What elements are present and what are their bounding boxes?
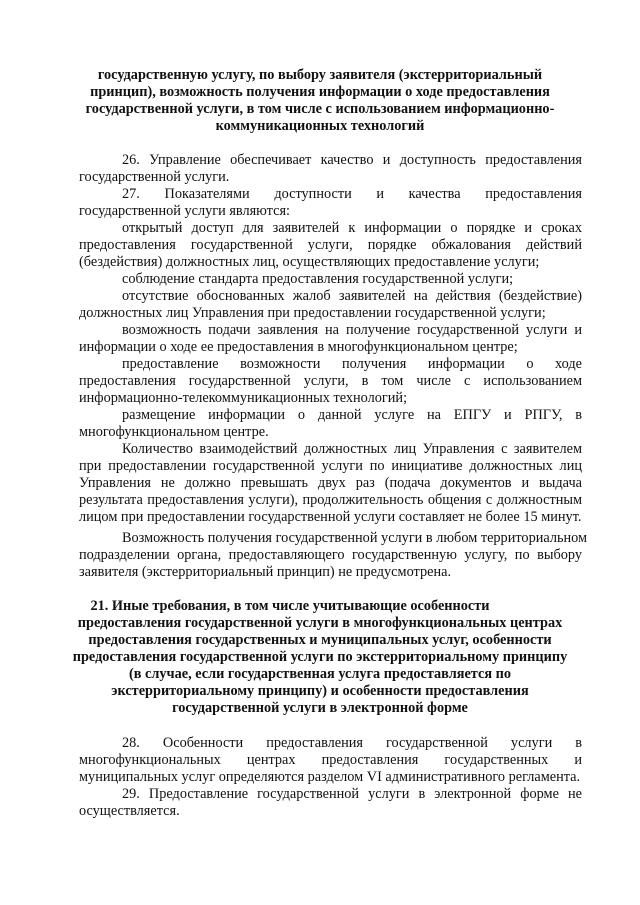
paragraph-line: при предоставлении государственной услуги по инициативе должностных лиц <box>79 458 582 474</box>
paragraph-line: Количество взаимодействий должностных лиц Управления с заявителем <box>122 441 582 457</box>
list-item-line: соблюдение стандарта предоставления государственной услуги; <box>122 271 514 287</box>
list-item-line: информации о ходе ее предоставления в многофункциональном центре; <box>79 339 518 355</box>
paragraph-line: лицом при предоставлении государственной услуги составляет не более 15 минут. <box>79 509 582 525</box>
list-item-line: многофункциональном центре. <box>79 424 269 440</box>
list-item-line: размещение информации о данной услуге на ЕПГУ и РПГУ, в <box>122 407 582 423</box>
paragraph-line: Возможность получения государственной услуги в любом территориальном <box>122 530 588 546</box>
paragraph-26-line: государственной услуги. <box>79 169 230 185</box>
list-item-line: предоставления государственной услуги, в том числе с использованием <box>79 373 582 389</box>
paragraph-28-line: муниципальных услуг определяются разделом VI административного регламента. <box>79 769 581 785</box>
paragraph-29-line: осуществляется. <box>79 803 180 819</box>
section-21-heading-line: предоставления государственной услуги в многофункциональных центрах <box>77 615 563 631</box>
section-21-heading-line: (в случае, если государственная услуга предоставляется по <box>128 666 512 682</box>
heading-top-line: государственной услуги, в том числе с использованием информационно- <box>85 101 555 117</box>
paragraph-line: результата предоставления услуги), продолжительность общения с должностным <box>79 492 582 508</box>
paragraph-26-line: 26. Управление обеспечивает качество и доступность предоставления <box>122 152 582 168</box>
section-21-heading-line: предоставления государственных и муниципальных услуг, особенности <box>88 632 552 648</box>
list-item-line: открытый доступ для заявителей к информации о порядке и сроках <box>122 220 582 236</box>
list-item-line: информационно-телекоммуникационных технологий; <box>79 390 408 406</box>
heading-top-line: коммуникационных технологий <box>215 118 425 134</box>
paragraph-29-line: 29. Предоставление государственной услуги в электронной форме не <box>122 786 582 802</box>
paragraph-27-line: государственной услуги являются: <box>79 203 290 219</box>
paragraph-28-line: 28. Особенности предоставления государственной услуги в <box>122 735 582 751</box>
paragraph-line: заявителя (экстерриториальный принцип) не предусмотрена. <box>79 564 452 580</box>
list-item-line: возможность подачи заявления на получение государственной услуги и <box>122 322 582 338</box>
paragraph-line: Управления не должно превышать двух раз (подача документов и выдача <box>79 475 582 491</box>
list-item-line: предоставление возможности получения информации о ходе <box>122 356 582 372</box>
section-21-heading-line: 21. Иные требования, в том числе учитывающие особенности <box>90 598 490 614</box>
paragraph-27-line: 27. Показателями доступности и качества предоставления <box>122 186 582 202</box>
list-item-line: (бездействия) должностных лиц, осуществляющих предоставление услуги; <box>79 254 540 270</box>
paragraph-line: подразделении органа, предоставляющего государственную услугу, по выбору <box>79 547 582 563</box>
paragraph-28-line: многофункциональных центрах предоставления государственных и <box>79 752 582 768</box>
list-item-line: отсутствие обоснованных жалоб заявителей на действия (бездействие) <box>122 288 582 304</box>
heading-top-line: государственную услугу, по выбору заявителя (экстерриториальный <box>97 67 543 83</box>
section-21-heading-line: экстерриториальному принципу) и особенности предоставления <box>111 683 529 699</box>
heading-top-line: принцип), возможность получения информации о ходе предоставления <box>90 84 550 100</box>
section-21-heading-line: предоставления государственной услуги по экстерриториальному принципу <box>72 649 568 665</box>
list-item-line: должностных лиц Управления при предоставлении государственной услуги; <box>79 305 546 321</box>
section-21-heading-line: государственной услуги в электронной форме <box>172 700 468 716</box>
list-item-line: предоставления государственной услуги, порядке обжалования действий <box>79 237 582 253</box>
